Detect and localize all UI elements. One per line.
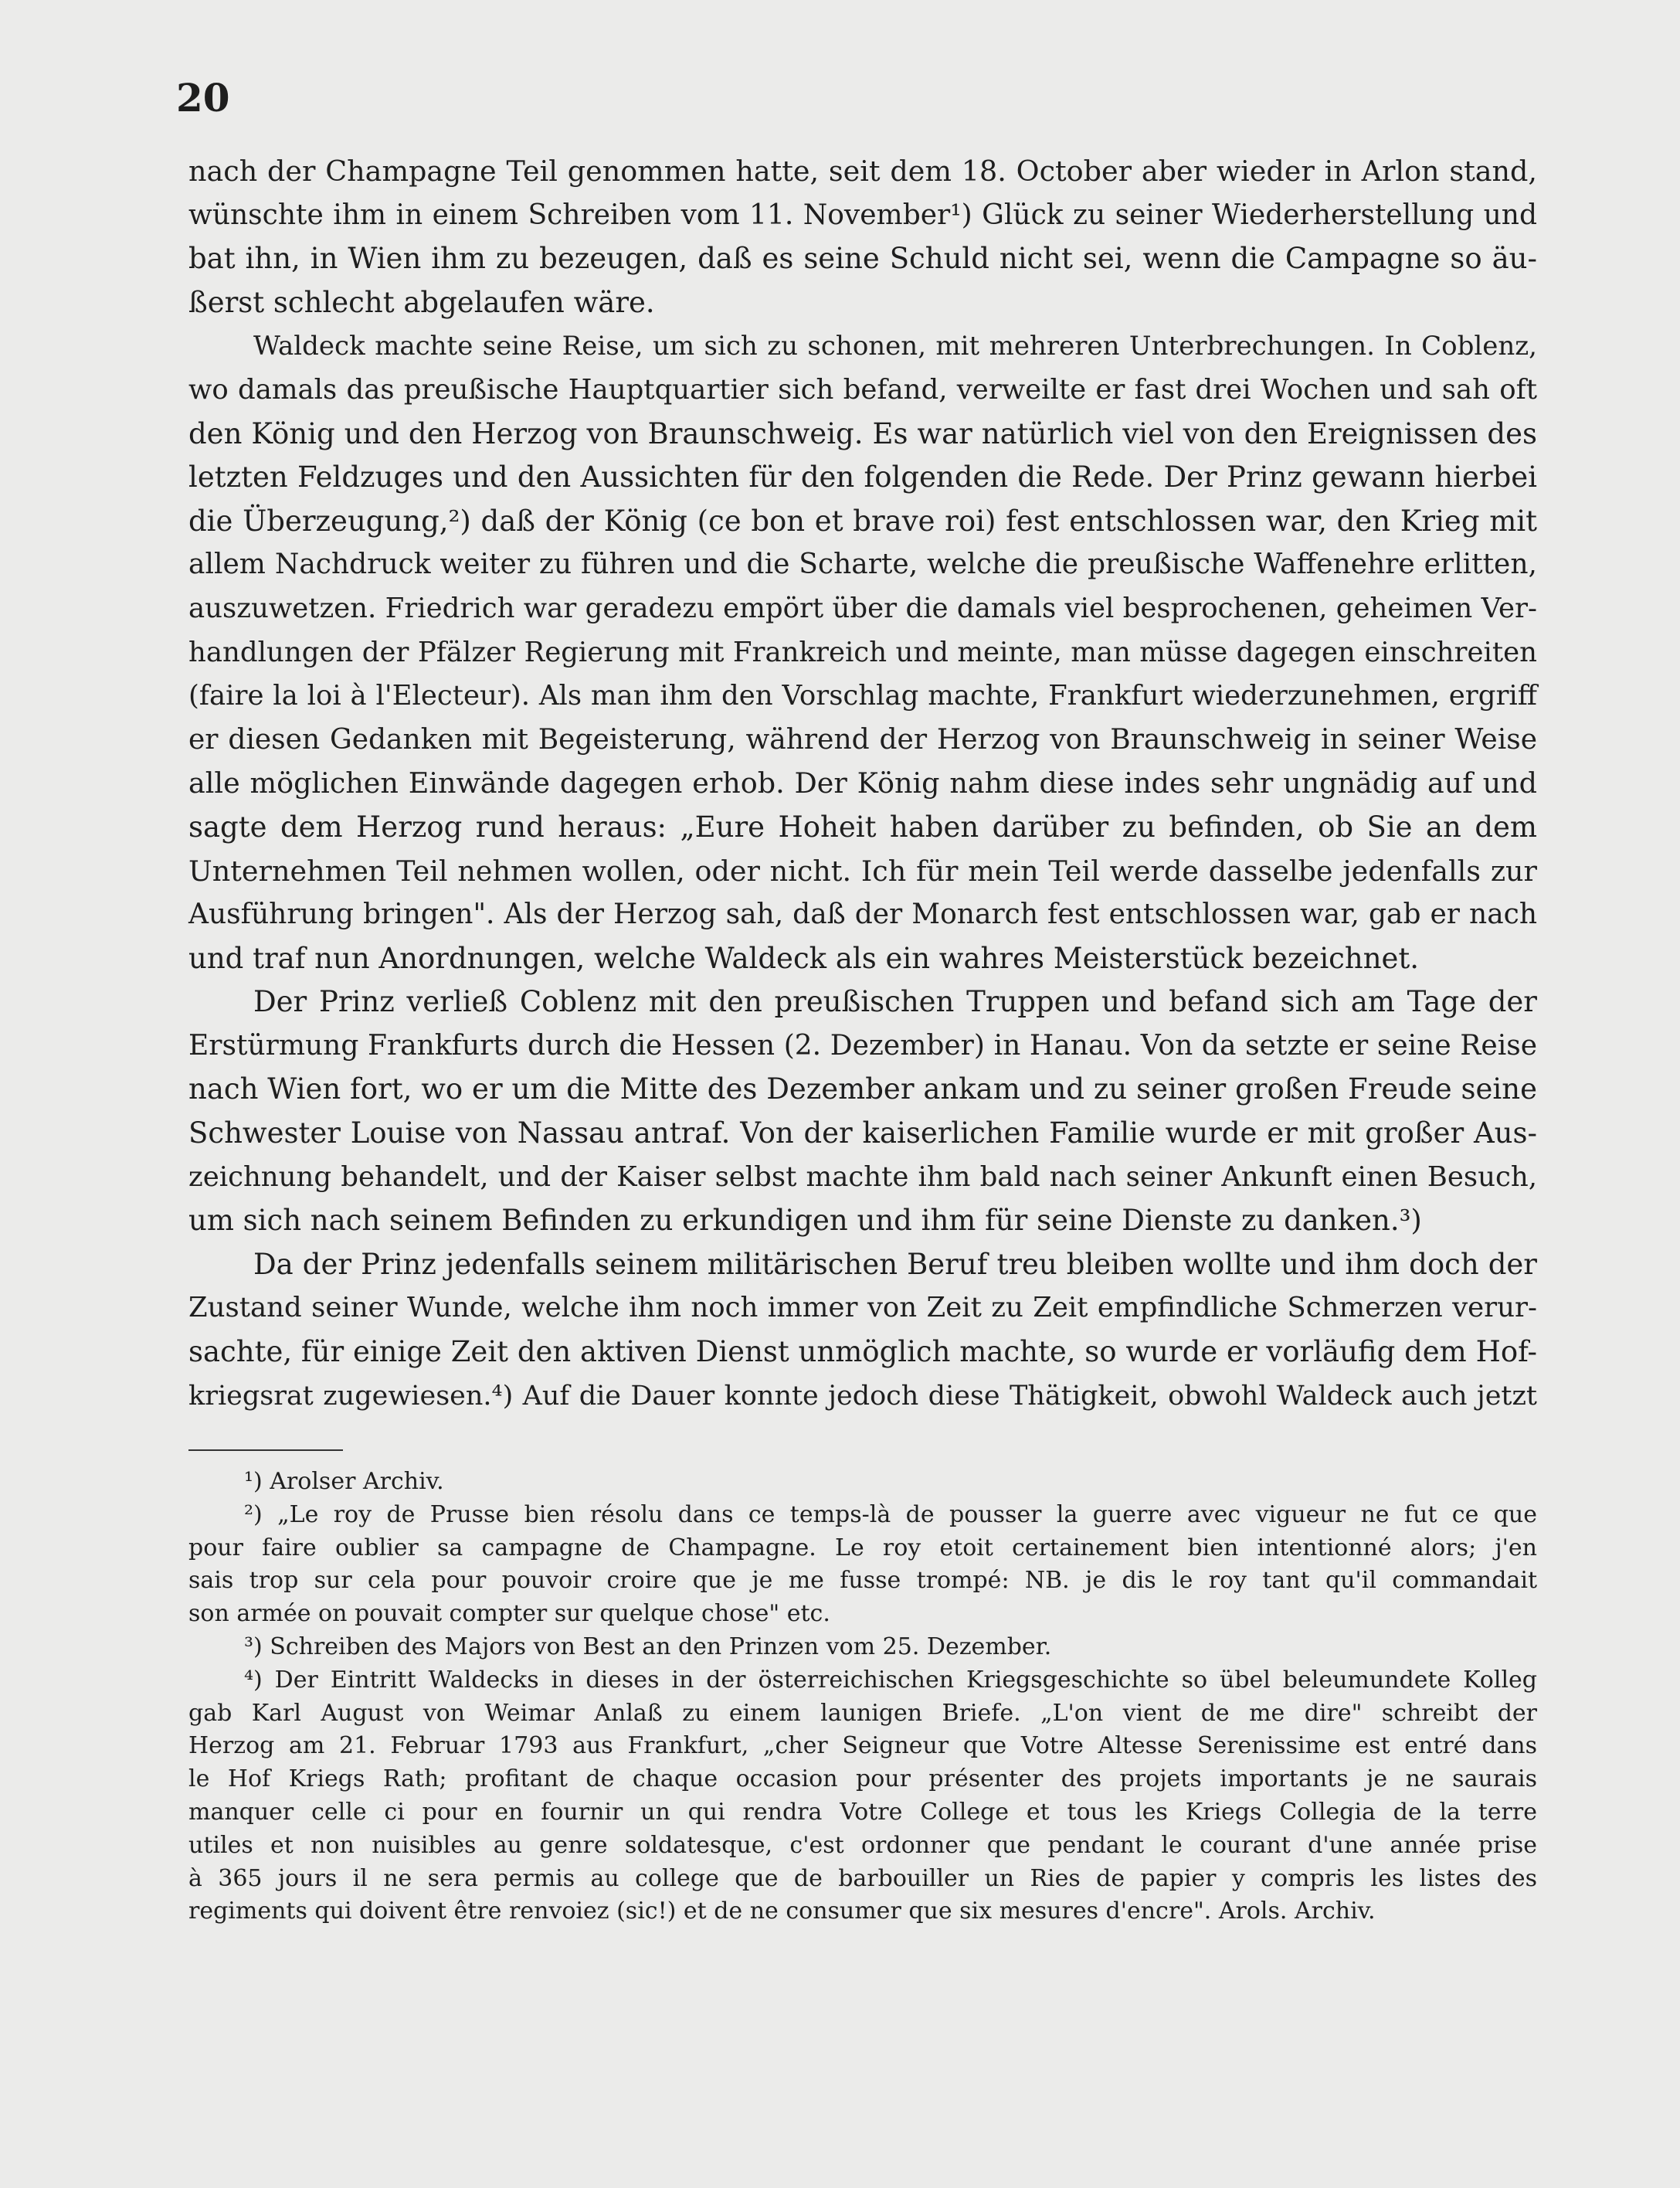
footnote-line: à 365 jours il ne sera permis au college que de barbouiller un Ries de papier y compris les listes des — [188, 1864, 1537, 1892]
page-number: 20 — [176, 75, 230, 121]
body-line: wo damals das preußische Hauptquartier sich befand, verweilte er fast drei Wochen und sah oft — [188, 373, 1537, 406]
body-line: wünschte ihm in einem Schreiben vom 11. November¹) Glück zu seiner Wiederherstellung und — [188, 199, 1537, 231]
footnote-line: sais trop sur cela pour pouvoir croire que je me fusse trompé: NB. je dis le roy tant qu'il commandait — [188, 1567, 1537, 1595]
body-line: er diesen Gedanken mit Begeisterung, während der Herzog von Braunschweig in seiner Weise — [188, 723, 1537, 756]
footnote-line: ¹) Arolser Archiv. — [244, 1468, 444, 1495]
body-line: den König und den Herzog von Braunschweig. Es war natürlich viel von den Ereignissen des — [188, 416, 1537, 450]
footnote-line: ³) Schreiben des Majors von Best an den Prinzen vom 25. Dezember. — [244, 1633, 1052, 1660]
footnote-line: le Hof Kriegs Rath; profitant de chaque occasion pour présenter des projets importants je ne saurais — [188, 1765, 1537, 1793]
body-line: (faire la loi à l'Electeur). Als man ihm den Vorschlag machte, Frankfurt wiederzunehmen, ergriff — [188, 680, 1537, 712]
footnote-line: son armée on pouvait compter sur quelque chose" etc. — [188, 1600, 830, 1628]
body-line: nach der Champagne Teil genommen hatte, seit dem 18. October aber wieder in Arlon stand, — [188, 155, 1537, 188]
body-text — [188, 150, 1537, 1418]
footnote-line: ⁴) Der Eintritt Waldecks in dieses in der österreichischen Kriegsgeschichte so übel beleumundete Kolleg — [244, 1666, 1537, 1694]
body-line: handlungen der Pfälzer Regierung mit Frankreich und meinte, man müsse dagegen einschreiten — [188, 636, 1537, 668]
body-line: um sich nach seinem Befinden zu erkundigen und ihm für seine Dienste zu danken.³) — [188, 1204, 1422, 1238]
body-line: Waldeck machte seine Reise, um sich zu schonen, mit mehreren Unterbrechungen. In Coblenz, — [253, 331, 1537, 362]
body-line: und traf nun Anordnungen, welche Waldeck als ein wahres Meisterstück bezeichnet. — [188, 941, 1420, 975]
footnote-separator — [188, 1449, 343, 1451]
footnote-line: pour faire oublier sa campagne de Champagne. Le roy etoit certainement bien intentionné alors; j'en — [188, 1534, 1537, 1561]
body-line: auszuwetzen. Friedrich war geradezu empört über die damals viel besprochenen, geheimen Ver- — [188, 592, 1537, 624]
body-line: sachte, für einige Zeit den aktiven Dienst unmöglich machte, so wurde er vorläufig dem Hof- — [188, 1335, 1537, 1369]
footnote-line: Herzog am 21. Februar 1793 aus Frankfurt, „cher Seigneur que Votre Altesse Serenissime est entré dans — [188, 1732, 1537, 1760]
body-line: Erstürmung Frankfurts durch die Hessen (2. Dezember) in Hanau. Von da setzte er seine Reise — [188, 1029, 1537, 1062]
body-line: zeichnung behandelt, und der Kaiser selbst machte ihm bald nach seiner Ankunft einen Besuch, — [188, 1160, 1537, 1193]
body-line: kriegsrat zugewiesen.⁴) Auf die Dauer konnte jedoch diese Thätigkeit, obwohl Waldeck auch jetzt — [188, 1380, 1537, 1412]
body-line: bat ihn, in Wien ihm zu bezeugen, daß es seine Schuld nicht sei, wenn die Campagne so äu- — [188, 242, 1537, 276]
body-line: allem Nachdruck weiter zu führen und die Scharte, welche die preußische Waffenehre erlitten, — [188, 549, 1537, 581]
body-line: Ausführung bringen". Als der Herzog sah, daß der Monarch fest entschlossen war, gab er nach — [188, 899, 1537, 931]
footnotes — [188, 1466, 1537, 1928]
body-line: alle möglichen Einwände dagegen erhob. Der König nahm diese indes sehr ungnädig auf und — [188, 766, 1537, 800]
footnote-line: ²) „Le roy de Prusse bien résolu dans ce temps-là de pousser la guerre avec vigueur ne fut ce que — [244, 1500, 1537, 1528]
body-line: sagte dem Herzog rund heraus: „Eure Hoheit haben darüber zu befinden, ob Sie an dem — [188, 810, 1537, 844]
body-line: ßerst schlecht abgelaufen wäre. — [188, 285, 655, 319]
body-line: Unternehmen Teil nehmen wollen, oder nicht. Ich für mein Teil werde dasselbe jedenfalls zur — [188, 854, 1537, 888]
body-line: die Überzeugung,²) daß der König (ce bon et brave roi) fest entschlossen war, den Krieg mit — [188, 504, 1537, 538]
footnote-line: regiments qui doivent être renvoiez (sic!) et de ne consumer que six mesures d'encre". Arols. Archiv. — [188, 1898, 1376, 1925]
body-line: letzten Feldzuges und den Aussichten für den folgenden die Rede. Der Prinz gewann hierbei — [188, 460, 1537, 494]
body-line: Der Prinz verließ Coblenz mit den preußischen Truppen und befand sich am Tage der — [253, 985, 1537, 1019]
body-line: Da der Prinz jedenfalls seinem militärischen Beruf treu bleiben wollte und ihm doch der — [253, 1247, 1537, 1281]
footnote-line: utiles et non nuisibles au genre soldatesque, c'est ordonner que pendant le courant d'une année prise — [188, 1831, 1537, 1859]
body-line: Zustand seiner Wunde, welche ihm noch immer von Zeit zu Zeit empfindliche Schmerzen verur- — [188, 1292, 1537, 1324]
body-line: nach Wien fort, wo er um die Mitte des Dezember ankam und zu seiner großen Freude seine — [188, 1072, 1537, 1106]
footnote-line: gab Karl August von Weimar Anlaß zu einem launigen Briefe. „L'on vient de me dire" schreibt der — [188, 1699, 1537, 1727]
body-line: Schwester Louise von Nassau antraf. Von der kaiserlichen Familie wurde er mit großer Aus- — [188, 1116, 1537, 1150]
footnote-line: manquer celle ci pour en fournir un qui rendra Votre College et tous les Kriegs Collegia de la terre — [188, 1798, 1537, 1826]
